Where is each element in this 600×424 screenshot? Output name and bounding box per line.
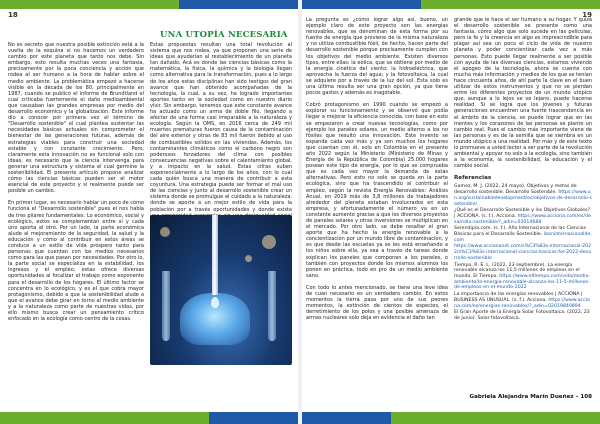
bokeh-light — [160, 227, 170, 237]
page-gutter — [298, 0, 302, 424]
text-column-2 — [150, 42, 292, 237]
top-color-bar-right — [302, 0, 600, 9]
green-band — [0, 412, 209, 424]
text-column-1 — [8, 42, 144, 328]
green-band — [391, 412, 600, 424]
paragraph: grande que le hace el ser humano a su hogar. Y quizá el desarrollo sostenible se presente como una fantasía, cómo algo que solo sucede en las películas, pero la fe y la creencia en algo es imprescindible para plagar así sea un poco el ciclo de vida de nuestro planeta y poder concientizar cada vez a más personas. Esto puede llegar realmente a ser posible con ayuda de las diversas ciencias, estamos viviendo el apogeo de la tecnología, ahora se cuenta con mucha más información y medios de los que se tenían hace cincuenta años, de ahí parte la clave en el buen utilizar de estos instrumentos y que no se pierdan entre los diferentes proyectos de un mundo utópico que, aunque a lo lejos se ve lejano, puede hacerse realidad. Si se logra que los jóvenes y futuras generaciones encuentren una fuerte trascendencia en el ámbito de la ciencia, se puede lograr que en las mentes y los corazones de las personas se plante un cambio real. Pues el cambio más importante viene de las personas y es de la semilla que se siembra en un mundo utópico a una realidad. Por más y de este texto lo promueve a usted lector a ser parte de la revolución ambiental y apoyar no solo a la ecología, sino también a la economía, la sostenibilidad, la educación y el cambio social. — [454, 17, 592, 170]
test-tube — [268, 271, 276, 341]
reference-item — [454, 226, 592, 243]
blue-band — [302, 412, 391, 424]
references-heading: Referencias — [454, 175, 492, 182]
paragraph: En primer lugar, es necesario hablar un poco de cómo funciona el "Desarrollo sostenible" pues el nos habla de tres pilares fundamentales: Lo económico, social y ecológico, estos se complementan entre sí y cada uno aporta al otro. Por un lado, la parte económica alude al mejoramiento de la seguridad, la salud y la educación y cómo al contribuir en estos áreas se conduce a un estilo de vida prospero tanto para personas que cuentan con los medios necesarios como para las que pasan por necesidades. Por otro lo, la parte social se especializa en la estabilidad, los ingresos y el empleo, estas ofrece diversas oportunidades al focalizar el trabajo como exponente para el desarrollo de los hogares. El último factor se concentra en lo ecológico, y es el que cobra mayor protagonismo, debido a que la sostenibilidad alude a que el avance debe girar en torno al medio ambiente y a la naturaleza como parte de nuestras vidas, por ello mismo busca crear un pensamiento crítico enfocado en la ecología como centro de la cosas. — [8, 200, 145, 323]
reference-text: La importancia de las energías renovables | ACCIONA | BUSINESS AS UNUSUAL. (s. f.). Acciona. — [454, 292, 583, 303]
text-column-3 — [306, 17, 448, 328]
reference-text: Serendipia.com. (s. f.). Año Internacional de las Ciencias Básicas para el Desarrollo Sostenible. — [454, 226, 587, 238]
text-column-4 — [454, 17, 592, 323]
reference-item — [454, 184, 592, 207]
reference-link[interactable]: https://www.un.org/sustainabledevelopment/es/objetivos-de-desarrollo-sostenible/ — [454, 190, 592, 207]
reference-item — [454, 208, 592, 225]
reference-item — [454, 263, 592, 292]
reference-link[interactable]: https://www.acciona.com/es/energias-renovables/?_adin=02019840894 — [454, 297, 590, 309]
paragraph: No es secreto que nuestra posible extinción está a la vuelta de la esquina si no hacemos un verdadero cambio por este planeta que tanto nos debe. Sin embargo, esto resulta muchas veces una fantasía, precisamente por la poca conciencia y acción que rodea al ser humano a la hora de hablar sobre el medio ambiente. La problemática empezó a hacerse visible en la década de los 80, principalmente en 1987, cuando se publicó el informe de Brundtland el cual criticaba fuertemente el daño medioambiental que causaban las grandes empresas por medio del desarrollo económico y la globalización. Este informe dio a conocer por primera vez el término de "Desarrollo sostenible" el cual plantea sustentar las necesidades básicas actuales sin comprometer el bienestar de las generaciones futuras, además de estrategias viables para construir una sociedad estable y con constante crecimiento. Pero, claramente esta innovación no es funcional solo con ideas, es necesario que la ciencia intervenga para generar una estructura y sistema el cual germine la sostenibilidad. El presente artículo propone analizar cómo las ciencias básicas pueden ser el motor esencial de este proyecto y si realmente puede ser posible un cambio. — [8, 42, 144, 195]
reference-text: El Gran Aporte de la Energía Solar Fotovoltaica. (2022, 23 de junio). Solar fotovoltaica. — [454, 310, 590, 321]
paragraph: Cobró protagonismo en 1990 cuando se empezó a explorar su funcionamiento y se observó que podía llegar a mejorar la eficiencia conocida, con base en esto se empezaron a crear nuevas tecnologías, como por ejemplo los paneles solares, un medio alterno a los no fósiles que resultó una innovación. Este invento se expande cada vez más y ya son muchos los hogares que cuentan con él, solo en Colombia en el presente año 2022 según la Ministerio (Ministerio de Minas y Energía de la República de Colombia) 25.000 hogares posean este tipo de energía, por lo que se comprueba que es cada vez mayor la demanda de estas alternativas. Pero esto no solo se queda en la parte ecológica, sino que ha trascendido al contribuir el empleo, según la revista Energía Renovables: Análisis Anual, en 2019 más de 3,8 millones de trabajadores alrededor del planeta estaban involucrados en esta empresa, y afortunadamente el número va en un constante aumento gracias a que los diversos proyectos de paneles solares y otras inversiones se multiplican en el mercado. Por otro lado, se debe resaltar el gran aporte que ha hecho la energía renovable a la concientización por un mundo libre de contaminación, y es que desde las escuelas ya se les está enseñando a los niños sobre ella, ya sea a través de tareas donde explican los paneles que componen a los paneles, o también con proyectos donde los mismos alumnos los ponen en práctica, todo en pro de un medio ambiente sano. — [306, 102, 448, 279]
bottom-color-bar-right — [302, 412, 600, 424]
reference-text: Tiempo, R. E. L. (2022, 23 septiembre). La energía renovable alcanza los 11,5 millones de empleos en el mundo. El Tiempo. — [454, 262, 580, 279]
blue-band — [302, 0, 421, 9]
bokeh-light — [245, 255, 252, 262]
green-band — [0, 0, 179, 9]
bottom-color-bar-left — [0, 412, 298, 424]
reference-link[interactable]: https://www.acciona.com/es/desarrollo-sostenible/?_adin=01014688 — [454, 213, 591, 225]
reference-link[interactable]: https://www.eltiempo.com/vida/medio-ambiente/la-energia-renovable-alcanza-los-11-5-millones-de-empleos-en-el-mundo-2022 — [454, 273, 591, 291]
bokeh-light — [262, 235, 276, 249]
page-number-right: 19 — [582, 11, 592, 19]
liquid-drop — [211, 297, 219, 308]
paragraph: Con todo lo antes mencionado, se tiene una leve idea de cuan necesario es un verdadero cambio. En estos momentos la tierra pasa por uno de sus peores momentos, la extinción de cientos de especies, el derretimiento de los polos y una posible amenaza de armas nucleares solo deja en evidencia el daño tan — [306, 284, 448, 322]
paragraph: La pregunta es ¿cómo lograr algo así, bueno, un ejemplo claro de este proyecto son las energías renovables, que se denominan de esta forma por su fuente de energía que proviene de la misma naturaleza y no utiliza combustible fósil, de hecho, hacen parte del desarrollo sostenible porque precisamente cumplen con los objetivos del medio ambiente. Existen diversos tipos, entre ellas: la eólica, que se obtiene por medio de la energía cinética del viento; la hidroeléctrica, que aprovecha la fuerza del agua; y la fotovoltaica, la cual se adquiere por a través de la luz del sol. Esta solo es una última resulta ser una gran opción, ya que tiene pocos gastos y además es inagotable. — [306, 17, 448, 97]
author-signature: Gabriela Alejandra Marín Dueñez – 108 — [469, 394, 592, 400]
reference-link[interactable]: ibaninternacionalde.com — [454, 232, 592, 243]
reference-item — [454, 292, 592, 309]
test-tube — [162, 271, 170, 341]
reference-text: ¿Qué es el Desarrollo Sostenible y los Objetivos Globales? | ACCIONA. (s. f.). Acciona. — [454, 208, 590, 219]
blue-band — [179, 0, 298, 9]
reference-item — [454, 244, 592, 261]
top-color-bar-left — [0, 0, 298, 9]
paragraph: Estas propuestas resultan una total revolución al sistema que nos rodea, ya que proponen una serie de ideas que ayudarían al restablecimiento de un planeta tan dañado. Acá es donde las ciencias básicas como la matemática, la física, la química y la biología llegan como alternativa para la transformación, pues a lo largo de los años estas disciplinas han sido testigos del gran avance que han obtenido acompañadas de la tecnología, la cual, a su vez, ha logrado importantes aportes tanto en la sociedad como en nuestro diario vivir. Sin embargo, tenemos que este constante avance ha actuado como un arma de doble filo, llegando a afectar de una forma casi irreparable a la naturaleza y ecología. Según la OMS, en 2016 cerca de 249 mil muertes prematuras fueron causa de la contaminación del aire exterior y otras de 83 mil fueron debido al uso de combustibles sólidos en las viviendas. Además, los contaminantes climáticos como el carbono negro son poderosos forzadores del clima con posibles consecuencias negativas sobre el calentamiento global, y a impacto en la salud. Estas cifras suben exponencialmente a lo largo de los años, con lo cual cada quién busca una manera de contribuir a esta coyuntura. Una estrategia puede ser formar el mal uso de las ciencias y junto al desarrollo sostenible crear un sistema donde se promulgue el cuidado a la naturaleza, donde se aporte a un mejor estilo de vida para la población por a través oportunidades y donde exista — [150, 42, 292, 213]
reference-text: Gamez, M. J. (2022, 24 mayo). Objetivos y metas de desarrollo sostenible. Desarrollo Sostenible. — [454, 184, 577, 196]
pipette — [212, 215, 218, 295]
page-number-left: 18 — [8, 11, 18, 19]
laboratory-photo — [150, 215, 292, 365]
blue-band — [209, 412, 298, 424]
reference-item — [454, 310, 592, 321]
reference-link[interactable]: https://www.accionanet.com/s%C3%83s-internacional-2022/s%C3%83s-internacional-ciencias-basicas-for-2022-desarrollo-sostenible — [454, 244, 592, 261]
article-title: UNA UTOPÍA NECESARIA — [160, 30, 288, 40]
green-band — [421, 0, 600, 9]
references-list — [454, 184, 592, 321]
